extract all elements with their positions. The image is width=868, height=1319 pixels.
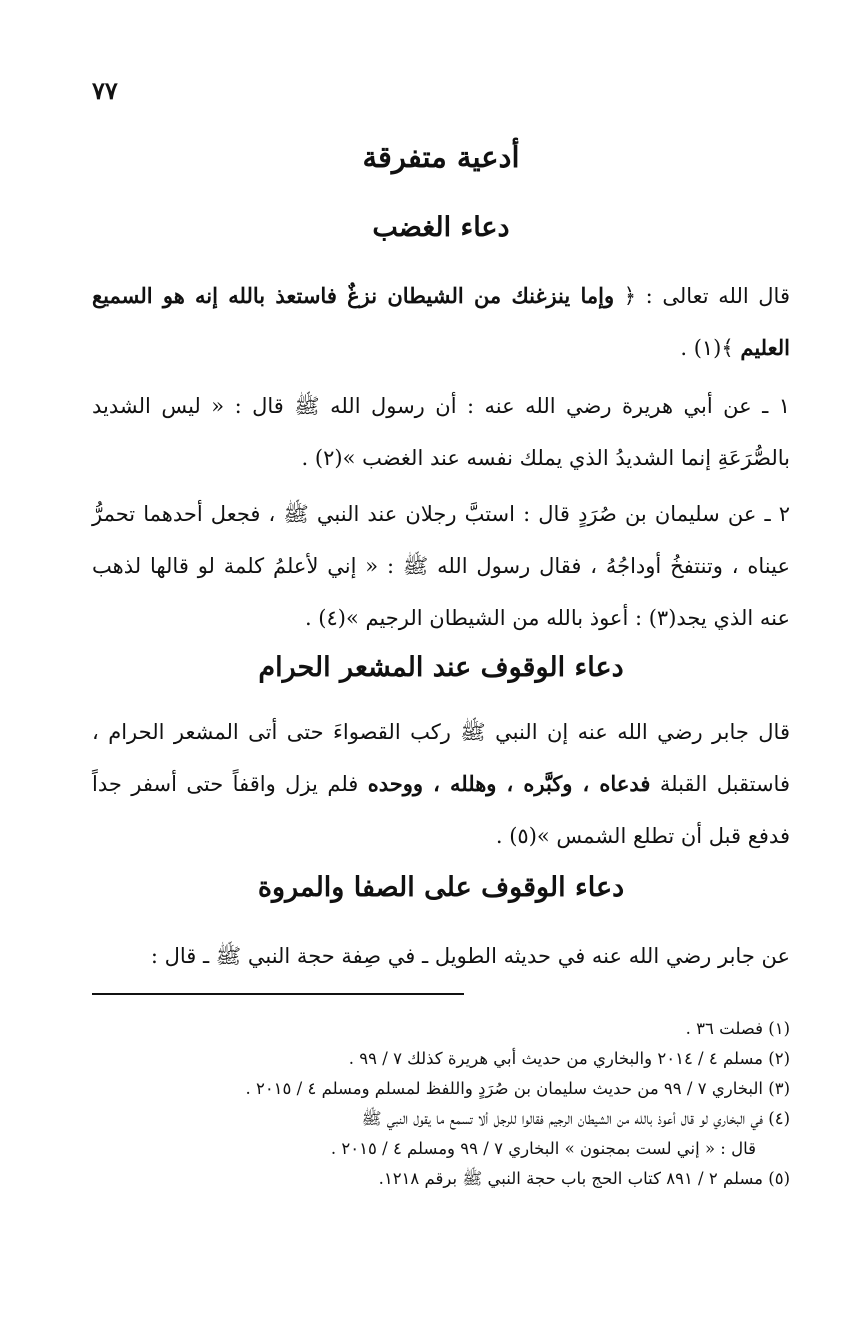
verse-intro: قال الله تعالى : ﴿ (614, 284, 790, 308)
page-title: أدعية متفرقة (362, 140, 520, 174)
page-number: ٧٧ (92, 76, 118, 105)
mashar-end: فلم يزل واقفاً حتى أسفر جداً فدفع قبل أن تطلع الشمس »(٥) . (92, 772, 790, 848)
verse-text: وإما ينزغنك من الشيطان نزغٌ فاستعذ بالله إنه هو السميع العليم (92, 283, 790, 360)
paragraph-hadith-2: ٢ ـ عن سليمان بن صُرَدٍ قال : استبَّ رجلان عند النبي ﷺ ، فجعل أحدهما تحمرُّ عيناه ، وتنتفخُ أوداجُهُ ، فقال رسول الله ﷺ : « إني لأعلمُ كلمة لو قالها لذهب عنه الذي يجد(٣) : أعوذ بالله من الشيطان الرجيم »(٤) . (92, 502, 790, 630)
paragraph-hadith-1: ١ ـ عن أبي هريرة رضي الله عنه : أن رسول الله ﷺ قال : « ليس الشديد بالصُّرَعَةِ إنما الشديدُ الذي يملك نفسه عند الغضب »(٢) . (92, 394, 790, 470)
paragraph-quran-verse (92, 270, 790, 374)
footnotes (92, 1014, 790, 1194)
paragraph-safa: عن جابر رضي الله عنه في حديثه الطويل ـ في صِفة حجة النبي ﷺ ـ قال : (150, 944, 790, 968)
footnote-4-continued: قال : « إني لست بمجنون » البخاري ٧ / ٩٩ ومسلم ٤ / ٢٠١٥ . (330, 1139, 756, 1158)
mashar-intro: قال جابر رضي الله عنه إن النبي ﷺ ركب القصواءَ حتى أتى المشعر الحرام ، فاستقبل القبلة (92, 720, 790, 796)
section-heading-anger: دعاء الغضب (372, 212, 510, 243)
footnote-2: (٢) مسلم ٤ / ٢٠١٤ والبخاري من حديث أبي هريرة كذلك ٧ / ٩٩ . (348, 1049, 790, 1068)
section-heading-safa: دعاء الوقوف على الصفا والمروة (257, 872, 625, 903)
footnote-5: (٥) مسلم ٢ / ٨٩١ كتاب الحج باب حجة النبي ﷺ برقم ١٢١٨. (378, 1169, 790, 1188)
mashar-bold: فدعاه ، وكبَّره ، وهلله ، ووحده (367, 771, 651, 796)
footnote-divider (92, 993, 464, 995)
footnote-1: (١) فصلت ٣٦ . (685, 1019, 790, 1038)
section-heading-mashar: دعاء الوقوف عند المشعر الحرام (258, 652, 624, 683)
verse-end: ﴾(١) . (680, 336, 741, 360)
footnote-3: (٣) البخاري ٧ / ٩٩ من حديث سليمان بن صُرَدٍ واللفظ لمسلم ومسلم ٤ / ٢٠١٥ . (245, 1079, 790, 1098)
footnote-4: (٤) في البخاري لو قال أعوذ بالله من الشيطان الرجيم فقالوا للرجل ألا تسمع ما يقول النبي ﷺ (361, 1109, 790, 1128)
paragraph-mashar (92, 706, 790, 862)
